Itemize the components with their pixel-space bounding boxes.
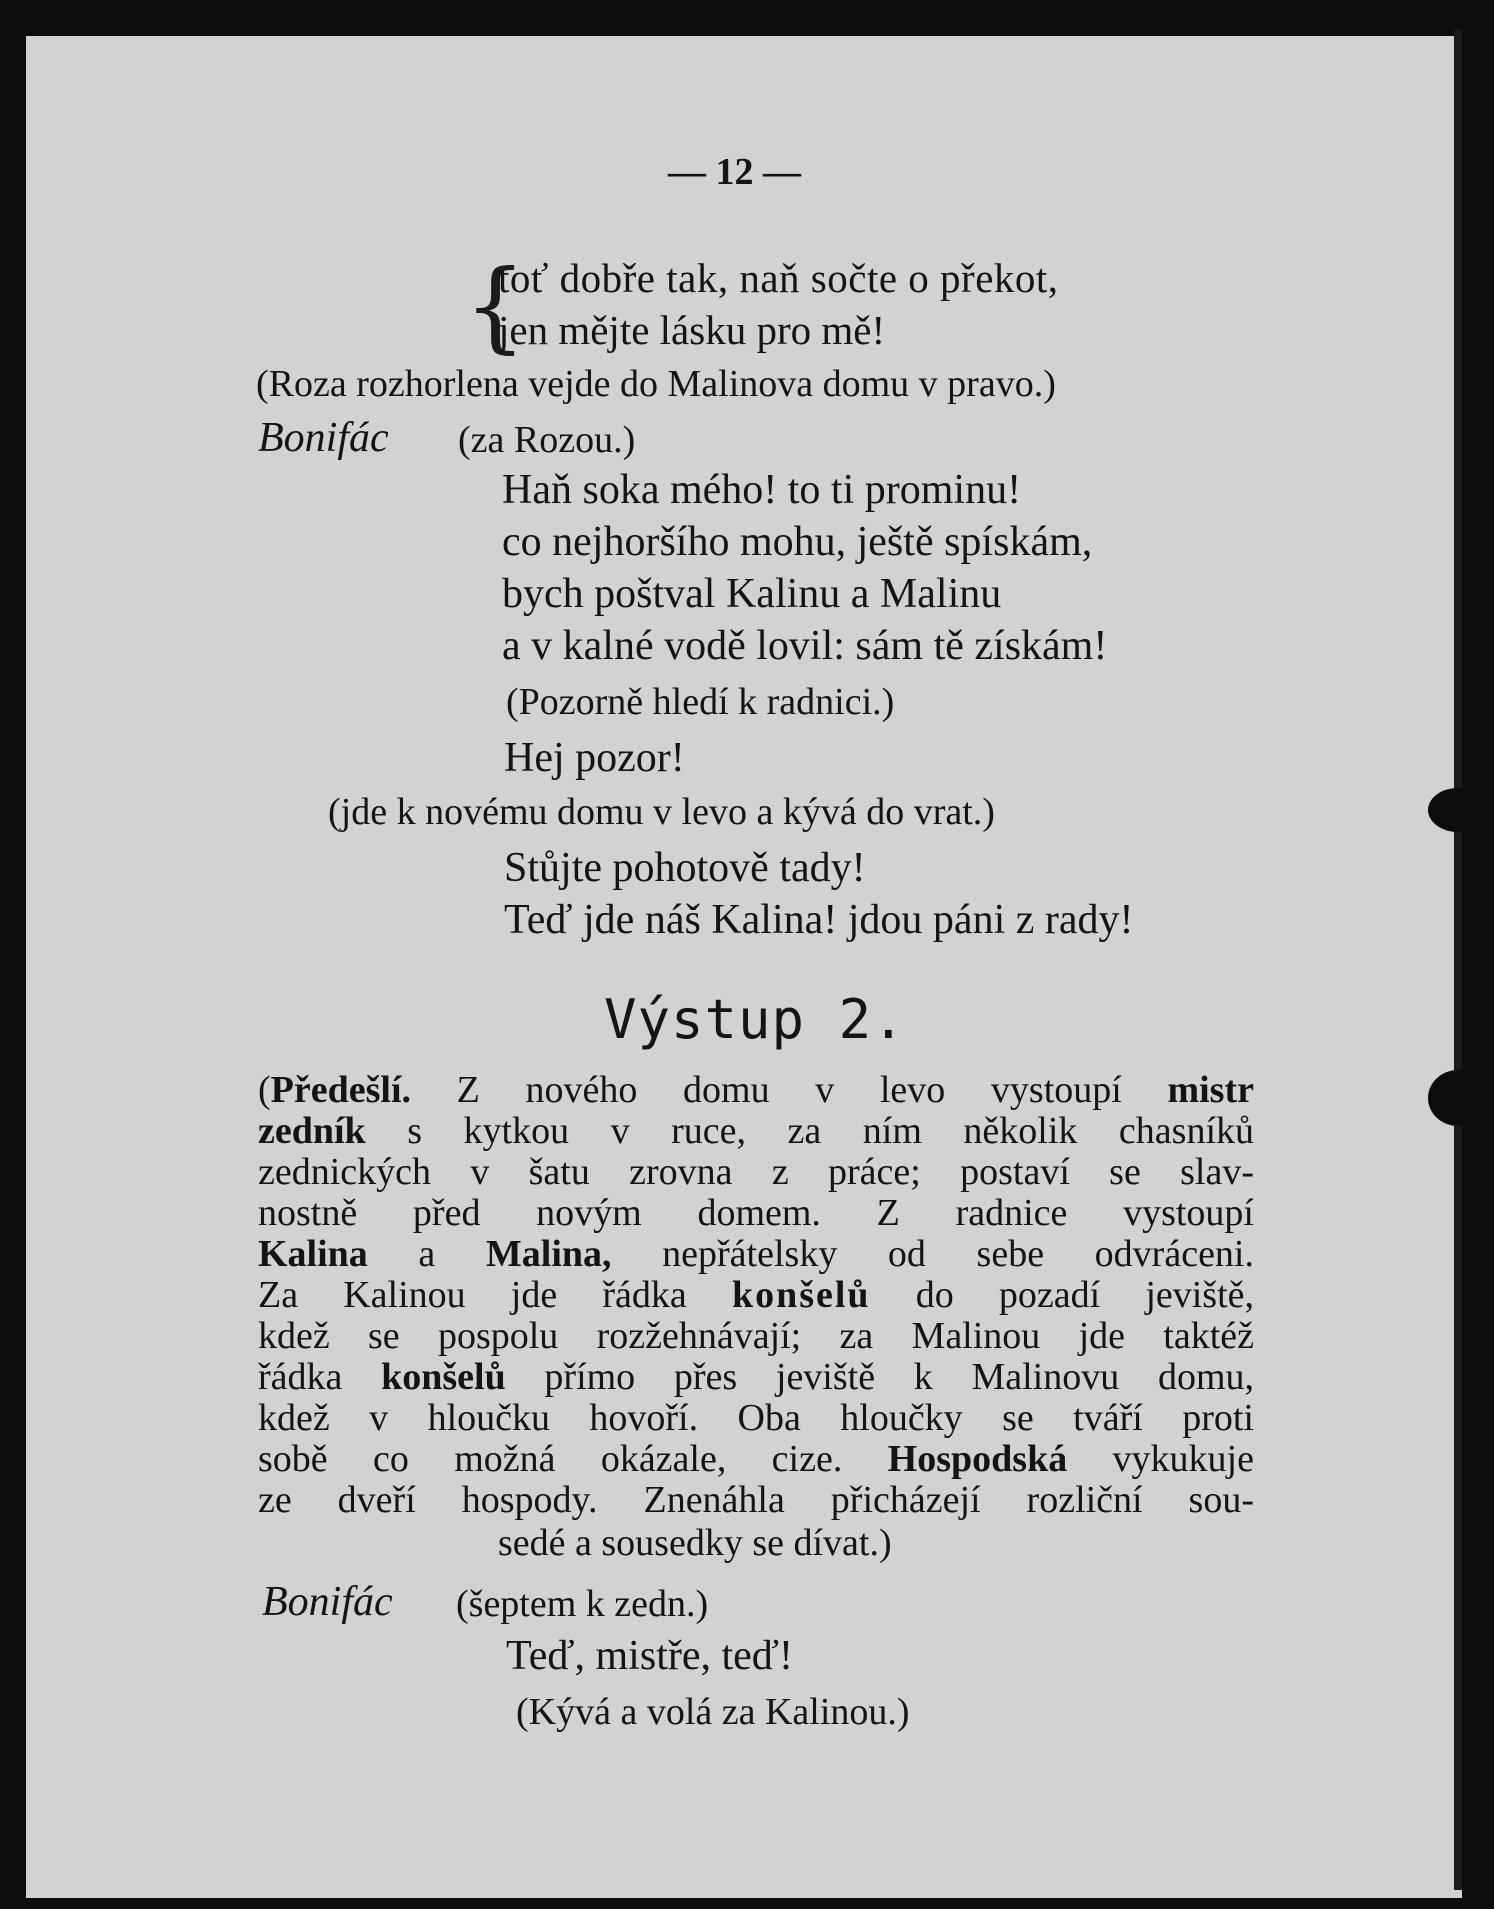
scene-direction-line: Kalina a Malina, nepřátelsky od sebe odvráceni.: [258, 1233, 1254, 1275]
verse-line: co nejhoršího mohu, ještě spískám,: [502, 519, 1093, 565]
verse-brace: {: [464, 250, 527, 364]
verse-line: jen mějte lásku pro mě!: [498, 307, 886, 353]
stage-direction: (jde k novému domu v levo a kývá do vrat.): [328, 791, 995, 833]
verse-line: Haň soka mého! to ti prominu!: [502, 467, 1022, 513]
verse-line: Teď, mistře, teď!: [506, 1633, 793, 1679]
speaker-direction: (za Rozou.): [458, 419, 636, 461]
verse-line: a v kalné vodě lovil: sám tě získám!: [502, 623, 1108, 669]
scene-direction-line: sedé a sousedky se dívat.): [498, 1522, 892, 1564]
page-number: — 12 —: [668, 151, 801, 193]
binding-tab: [1428, 788, 1488, 832]
scene-direction-line: zednických v šatu zrovna z práce; postaví se slav-: [258, 1151, 1254, 1193]
speaker-name: Bonifác: [262, 1579, 393, 1625]
stage-direction: (Roza rozhorlena vejde do Malinova domu v pravo.): [256, 363, 1056, 405]
binding-tab: [1428, 1070, 1488, 1126]
scene-direction-line: kdež se pospolu rozžehnávají; za Malinou jde taktéž: [258, 1315, 1254, 1357]
scene-direction-line: zedník s kytkou v ruce, za ním několik chasníků: [258, 1110, 1254, 1152]
scene-heading: Výstup 2.: [604, 988, 906, 1051]
stage-direction: (Pozorně hledí k radnici.): [506, 681, 895, 723]
verse-line: Stůjte pohotově tady!: [504, 845, 866, 891]
speaker-name: Bonifác: [258, 415, 389, 461]
scene-direction-line: ze dveří hospody. Znenáhla přicházejí rozliční sou-: [258, 1479, 1254, 1521]
speaker-direction: (šeptem k zedn.): [456, 1583, 709, 1625]
scene-direction-line: Za Kalinou jde řádka konšelů do pozadí jeviště,: [258, 1274, 1255, 1316]
scene-direction-line: kdež v hloučku hovoří. Oba hloučky se tváří proti: [258, 1397, 1254, 1439]
verse-line: Hej pozor!: [504, 735, 685, 781]
verse-line: bych poštval Kalinu a Malinu: [502, 571, 1002, 617]
stage-direction: (Kývá a volá za Kalinou.): [516, 1691, 910, 1733]
verse-line: Teď jde náš Kalina! jdou páni z rady!: [504, 897, 1134, 943]
scene-direction-line: sobě co možná okázale, cize. Hospodská vykukuje: [258, 1438, 1254, 1480]
page-fold-shadow: [1454, 30, 1462, 1890]
scene-direction-line: řádka konšelů přímo přes jeviště k Malinovu domu,: [258, 1356, 1254, 1398]
scene-direction-line: nostně před novým domem. Z radnice vystoupí: [258, 1192, 1254, 1234]
scene-direction-line: (Předešlí. Z nového domu v levo vystoupí mistr: [258, 1069, 1254, 1111]
verse-line: toť dobře tak, naň sočte o překot,: [498, 255, 1059, 301]
